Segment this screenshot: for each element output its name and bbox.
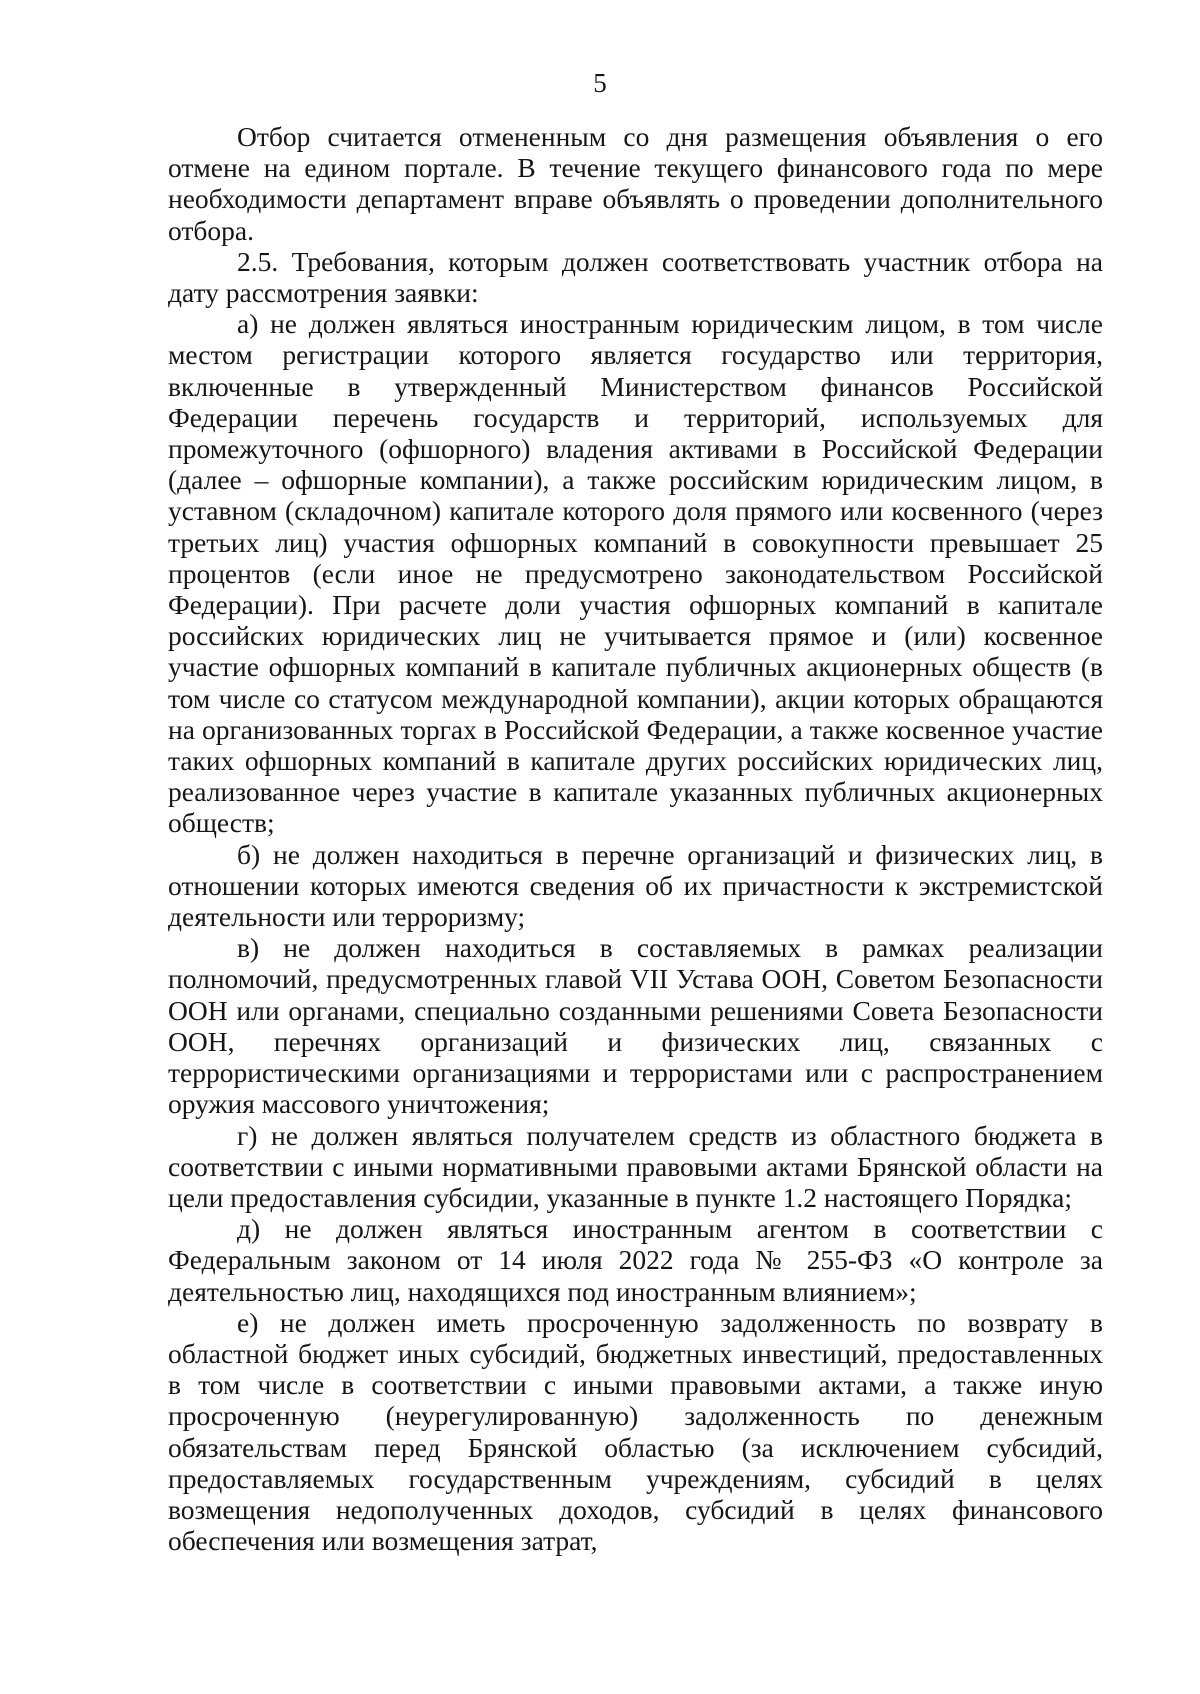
paragraph-requirement-g: г) не должен являться получателем средств из областного бюджета в соответствии с иными нормативными правовыми актами Брянской области на цели предоставления субсидии, указанные в пункте 1.2 настоящего Порядка; xyxy=(168,1119,1103,1213)
page-number: 5 xyxy=(593,68,607,98)
paragraph-requirement-b: б) не должен находиться в перечне организаций и физических лиц, в отношении которых имеются сведения об их причастности к экстремистской деятельности или терроризму; xyxy=(168,838,1103,933)
paragraph-requirement-e: е) не должен иметь просроченную задолженность по возврату в областной бюджет иных субсидий, бюджетных инвестиций, предоставленных в том числе в соответствии с иными правовыми актами, а также иную просроченную (неурегулированную) задолженность по денежным обязательствам перед Брянской областью (за исключением субсидий, предоставляемых государственным учреждениям, субсидий в целях возмещения недополученных доходов, субсидий в целях финансового обеспечения или возмещения затрат, xyxy=(168,1306,1103,1557)
paragraph-requirement-a: а) не должен являться иностранным юридическим лицом, в том числе местом регистрации которого является государство или территория, включенные в утвержденный Министерством финансов Российской Федерации перечень государств и территорий, используемых для промежуточного (офшорного) владения активами в Российской Федерации (далее – офшорные компании), а также российским юридическим лицом, в уставном (складочном) капитале которого доля прямого или косвенного (через третьих лиц) участия офшорных компаний в совокупности превышает 25 процентов (если иное не предусмотрено законодательством Российской Федерации). При расчете доли участия офшорных компаний в капитале российских юридических лиц не учитывается прямое и (или) косвенное участие офшорных компаний в капитале публичных акционерных обществ (в том числе со статусом международной компании), акции которых обращаются на организованных торгах в Российской Федерации, а также косвенное участие таких офшорных компаний в капитале других российских юридических лиц, реализованное через участие в капитале указанных публичных акционерных обществ; xyxy=(168,308,1103,839)
paragraph-requirements-intro: 2.5. Требования, которым должен соответствовать участник отбора на дату рассмотрения заявки: xyxy=(168,245,1103,309)
paragraph-requirement-v: в) не должен находиться в составляемых в рамках реализации полномочий, предусмотренных главой VII Устава ООН, Советом Безопасности ООН или органами, специально созданными решениями Совета Безопасности ООН, перечнях организаций и физических лиц, связанных с террористическими организациями и террористами или с распространением оружия массового уничтожения; xyxy=(168,932,1103,1120)
paragraph-selection-cancel: Отбор считается отмененным со дня размещения объявления о его отмене на едином портале. В течение текущего финансового года по мере необходимости департамент вправе объявлять о проведении дополнительного отбора. xyxy=(168,121,1103,246)
paragraph-requirement-d: д) не должен являться иностранным агентом в соответствии с Федеральным законом от 14 июля 2022 года № 255-ФЗ «О контроле за деятельностью лиц, находящихся под иностранным влиянием»; xyxy=(168,1213,1103,1307)
document-body xyxy=(168,121,1103,1556)
